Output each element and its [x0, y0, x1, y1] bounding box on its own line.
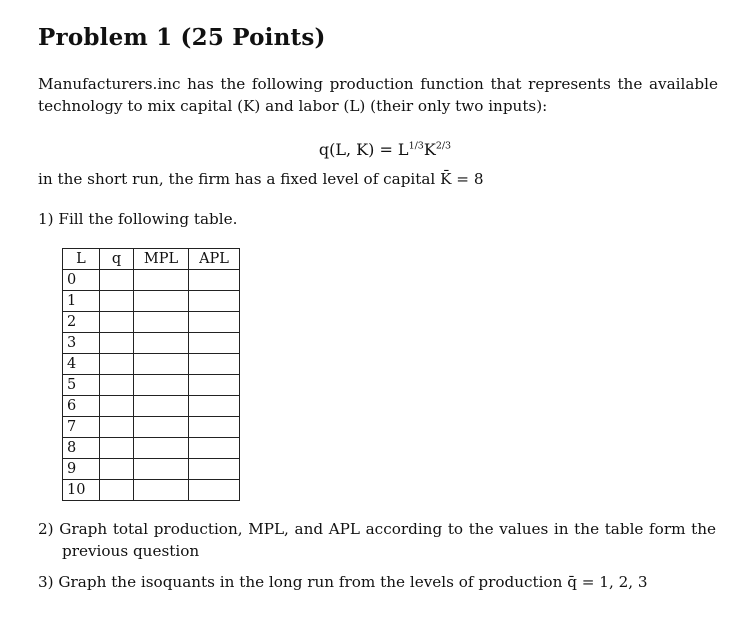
- cell-q[interactable]: [100, 438, 134, 459]
- question-1: 1) Fill the following table.: [38, 210, 238, 228]
- cell-l: 5: [63, 375, 100, 396]
- cell-l: 9: [63, 459, 100, 480]
- cell-mpl[interactable]: [134, 270, 189, 291]
- cell-l: 3: [63, 333, 100, 354]
- cell-apl[interactable]: [189, 396, 240, 417]
- question-2: [38, 518, 716, 562]
- cell-mpl[interactable]: [134, 438, 189, 459]
- cell-mpl[interactable]: [134, 312, 189, 333]
- header-l: L: [63, 249, 100, 270]
- cell-q[interactable]: [100, 396, 134, 417]
- table-row: [63, 333, 240, 354]
- question-2-text: 2) Graph total production, MPL, and APL according to the values in the table form the previous question: [38, 520, 716, 560]
- cell-q[interactable]: [100, 270, 134, 291]
- production-table: [62, 248, 240, 501]
- header-q: q: [100, 249, 134, 270]
- cell-apl[interactable]: [189, 270, 240, 291]
- cell-apl[interactable]: [189, 333, 240, 354]
- short-run-note: in the short run, the firm has a fixed level of capital K̄ = 8: [38, 170, 484, 188]
- cell-q[interactable]: [100, 375, 134, 396]
- cell-l: 1: [63, 291, 100, 312]
- table-row: [63, 459, 240, 480]
- equation-lhs: q(L, K) = L: [318, 140, 409, 159]
- equation-exponent-capital: 2/3: [435, 140, 452, 152]
- intro-paragraph: Manufacturers.inc has the following production function that represents the available technology to mix capital (K) and labor (L) (their only two inputs):: [38, 75, 718, 115]
- cell-l: 0: [63, 270, 100, 291]
- table-row: [63, 354, 240, 375]
- cell-l: 7: [63, 417, 100, 438]
- cell-apl[interactable]: [189, 291, 240, 312]
- table-row: [63, 291, 240, 312]
- cell-mpl[interactable]: [134, 417, 189, 438]
- header-apl: APL: [189, 249, 240, 270]
- cell-mpl[interactable]: [134, 375, 189, 396]
- table-row: [63, 396, 240, 417]
- table-row: [63, 375, 240, 396]
- table-header-row: [63, 249, 240, 270]
- table-row: [63, 417, 240, 438]
- cell-l: 10: [63, 480, 100, 501]
- cell-apl[interactable]: [189, 354, 240, 375]
- cell-q[interactable]: [100, 354, 134, 375]
- cell-mpl[interactable]: [134, 480, 189, 501]
- table-row: [63, 480, 240, 501]
- table-row: [63, 438, 240, 459]
- header-mpl: MPL: [134, 249, 189, 270]
- cell-mpl[interactable]: [134, 354, 189, 375]
- cell-l: 8: [63, 438, 100, 459]
- table-row: [63, 270, 240, 291]
- cell-q[interactable]: [100, 480, 134, 501]
- cell-q[interactable]: [100, 459, 134, 480]
- cell-apl[interactable]: [189, 459, 240, 480]
- equation-capital: K: [423, 140, 436, 159]
- cell-mpl[interactable]: [134, 291, 189, 312]
- cell-q[interactable]: [100, 291, 134, 312]
- cell-apl[interactable]: [189, 375, 240, 396]
- table-row: [63, 312, 240, 333]
- production-function: [0, 140, 750, 159]
- equation-exponent-labor: 1/3: [408, 140, 424, 152]
- cell-apl[interactable]: [189, 417, 240, 438]
- cell-q[interactable]: [100, 333, 134, 354]
- cell-q[interactable]: [100, 312, 134, 333]
- cell-mpl[interactable]: [134, 333, 189, 354]
- cell-l: 2: [63, 312, 100, 333]
- cell-apl[interactable]: [189, 438, 240, 459]
- problem-title: Problem 1 (25 Points): [38, 24, 326, 51]
- question-3: 3) Graph the isoquants in the long run from the levels of production q̄ = 1, 2, 3: [38, 573, 648, 591]
- cell-apl[interactable]: [189, 312, 240, 333]
- cell-l: 4: [63, 354, 100, 375]
- cell-q[interactable]: [100, 417, 134, 438]
- cell-mpl[interactable]: [134, 396, 189, 417]
- cell-l: 6: [63, 396, 100, 417]
- cell-apl[interactable]: [189, 480, 240, 501]
- cell-mpl[interactable]: [134, 459, 189, 480]
